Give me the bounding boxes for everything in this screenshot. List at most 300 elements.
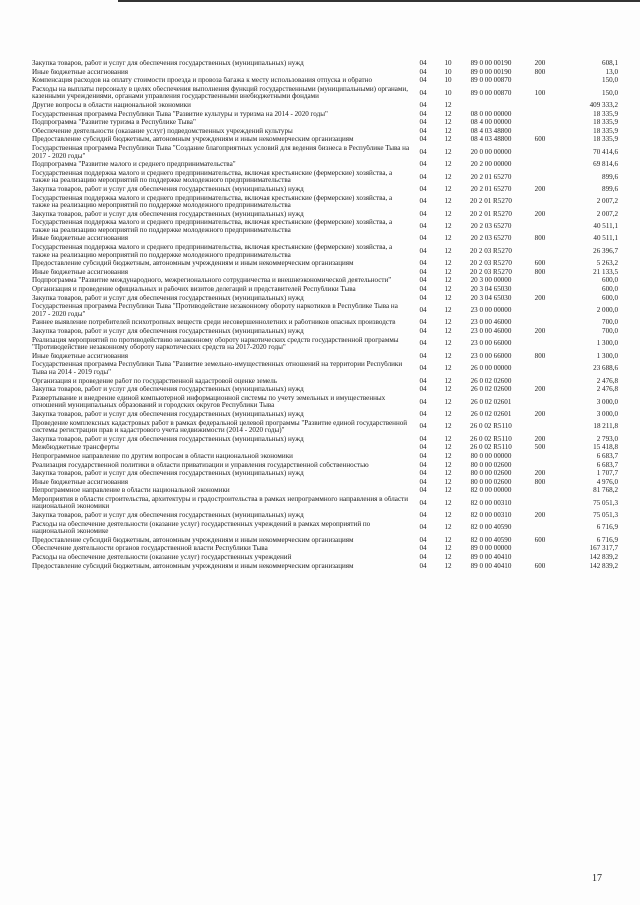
row-subsection: 12 [444,386,452,394]
row-expense-type: 200 [534,386,546,394]
row-target-article: 82 0 00 00310 [470,512,512,520]
row-target-article: 20 2 03 R5270 [470,246,512,255]
row-subsection: 12 [444,536,452,544]
row-section: 04 [419,235,427,243]
row-subsection: 12 [444,364,452,373]
row-name: Государственная программа Республики Тыва "Создание благоприятных условий для ведения бизнеса в Республике Тыва на 2017 - 2020 годы" [32,144,410,160]
row-name: Государственная поддержка малого и среднего предпринимательства, включая крестьянские (фермерские) хозяйства, а также на реализацию мероприятий по поддержке молодежного предпринимательства [32,169,393,185]
row-section: 04 [419,410,427,418]
table-row [32,386,618,395]
row-amount: 600,0 [602,286,618,294]
row-name: Подпрограмма "Развитие международного, межрегионального сотрудничества и внешнеэкономической деятельности" [32,277,392,285]
row-target-article: 26 0 02 R5110 [470,435,512,443]
row-expense-type: 200 [534,410,546,418]
row-subsection: 10 [444,68,452,76]
row-section: 04 [419,487,427,495]
row-subsection: 12 [444,452,452,460]
row-amount: 2 000,0 [596,306,618,315]
row-expense-type [522,319,558,328]
row-name: Реализация государственной политики в области приватизации и управления государственной собственностью [32,461,369,469]
row-name: Мероприятия в области строительства, архитектуры и градостроительства в рамках непрограммного направления в области национальной экономики [32,495,408,511]
row-name: Иные бюджетные ассигнования [32,268,129,276]
row-name: Подпрограмма "Развитие малого и среднего предпринимательства" [32,161,236,169]
table-row [32,537,618,546]
row-name: Закупка товаров, работ и услуг для обеспечения государственных (муниципальных) нужд [32,512,304,520]
row-subsection: 12 [444,397,452,406]
table-row [32,361,618,377]
row-name: Другие вопросы в области национальной экономики [32,101,191,109]
table-row [32,60,618,69]
row-subsection: 12 [444,461,452,469]
row-name: Иные бюджетные ассигнования [32,68,129,76]
table-row [32,269,618,278]
row-section: 04 [419,172,427,181]
row-expense-type: 200 [534,185,546,193]
row-name: Предоставление субсидий бюджетным, автономным учреждениям и иным некоммерческим организациям [32,260,354,268]
row-amount: 142 839,2 [589,562,618,570]
row-section: 04 [419,536,427,544]
row-section: 04 [419,386,427,394]
row-subsection: 10 [444,88,452,97]
row-section: 04 [419,222,427,231]
row-target-article: 20 2 03 65270 [470,235,512,243]
table-row [32,411,618,420]
row-target-article: 80 0 00 02600 [470,461,512,469]
row-expense-type [522,119,558,128]
table-row [32,436,618,445]
row-subsection: 10 [444,60,452,67]
row-expense-type: 600 [534,136,546,144]
row-section: 04 [419,210,427,218]
row-target-article: 20 3 04 65030 [470,286,512,294]
row-expense-type: 600 [534,260,546,268]
table-row [32,77,618,86]
row-target-article: 89 0 00 00190 [470,60,512,67]
page-number: 17 [592,873,602,884]
row-amount: 81 768,2 [593,487,618,495]
row-name: Раннее выявление потребителей психотропных веществ среди несовершеннолетних и работников опасных производств [32,319,396,327]
table-row [32,111,618,120]
row-section: 04 [419,161,427,169]
row-amount: 2 007,2 [596,197,618,206]
row-target-article: 26 0 02 02601 [470,410,512,418]
row-subsection: 12 [444,328,452,335]
row-expense-type [522,337,558,353]
table-row [32,119,618,128]
row-name: Закупка товаров, работ и услуг для обеспечения государственных (муниципальных) нужд [32,185,304,193]
row-amount: 167 317,7 [589,545,618,553]
row-subsection: 12 [444,478,452,486]
row-expense-type [522,378,558,387]
row-subsection: 12 [444,210,452,218]
row-expense-type [522,496,558,512]
row-target-article: 26 0 02 02600 [470,377,512,385]
row-subsection: 12 [444,294,452,302]
table-row [32,319,618,328]
row-target-article: 08 4 03 48800 [470,136,512,144]
row-expense-type [522,303,558,319]
row-section: 04 [419,110,427,118]
row-subsection: 12 [444,147,452,156]
row-amount: 6 716,9 [596,523,618,532]
row-name: Закупка товаров, работ и услуг для обеспечения государственных (муниципальных) нужд [32,60,304,67]
row-target-article: 80 0 00 00000 [470,452,512,460]
row-name: Государственная программа Республики Тыва "Развитие культуры и туризма на 2014 - 2020 годы" [32,110,328,118]
row-target-article: 80 0 00 02600 [470,470,512,478]
table-row [32,337,618,353]
table-row [32,303,618,319]
row-section: 04 [419,246,427,255]
row-name: Закупка товаров, работ и услуг для обеспечения государственных (муниципальных) нужд [32,470,304,478]
row-target-article: 20 2 03 R5270 [470,268,512,276]
row-expense-type: 800 [534,235,546,243]
row-section: 04 [419,68,427,76]
row-subsection: 12 [444,222,452,231]
row-target-article: 20 2 00 00000 [470,161,512,169]
table-row [32,277,618,286]
table-row [32,328,618,337]
table-row [32,462,618,471]
row-section: 04 [419,470,427,478]
row-subsection: 12 [444,545,452,553]
row-target-article: 23 0 00 66000 [470,339,512,348]
row-amount: 23 688,6 [593,364,618,373]
row-name: Государственная поддержка малого и среднего предпринимательства, включая крестьянские (фермерские) хозяйства, а также на реализацию мероприятий по поддержке молодежного предпринимательства [32,194,393,210]
row-target-article: 89 0 00 40410 [470,562,512,570]
row-subsection: 12 [444,352,452,360]
row-expense-type: 200 [534,470,546,478]
row-target-article: 26 0 00 00000 [470,364,512,373]
row-amount: 6 683,7 [596,452,618,460]
row-expense-type: 800 [534,68,546,76]
row-name: Предоставление субсидий бюджетным, автономным учреждениям и иным некоммерческим организациям [32,562,354,570]
row-name: Государственная программа Республики Тыва "Развитие земельно-имущественных отношений на территории Республики Тыва на 2014 - 2019 годы" [32,361,403,376]
row-subsection: 12 [444,277,452,285]
row-subsection: 12 [444,444,452,452]
row-expense-type: 800 [534,268,546,276]
row-amount: 18 335,9 [593,110,618,118]
row-target-article: 80 0 00 02600 [470,478,512,486]
row-subsection: 12 [444,512,452,520]
row-amount: 899,6 [602,185,618,193]
row-subsection: 12 [444,306,452,315]
row-section: 04 [419,147,427,156]
row-section: 04 [419,268,427,276]
row-name: Иные бюджетные ассигнования [32,352,129,360]
row-expense-type [522,487,558,496]
row-section: 04 [419,435,427,443]
row-expense-type: 800 [534,478,546,486]
row-section: 04 [419,294,427,302]
row-expense-type: 200 [534,328,546,335]
row-section: 04 [419,260,427,268]
row-section: 04 [419,422,427,431]
row-subsection: 12 [444,101,452,109]
row-name: Государственная поддержка малого и среднего предпринимательства, включая крестьянские (фермерские) хозяйства, а также на реализацию мероприятий по поддержке молодежного предпринимательства [32,219,393,234]
row-amount: 6 683,7 [596,461,618,469]
row-name: Государственная поддержка малого и среднего предпринимательства, включая крестьянские (фермерские) хозяйства, а также на реализацию мероприятий по поддержке молодежного предпринимательства [32,244,393,259]
table-row [32,512,618,521]
row-name: Обеспечение деятельности (оказание услуг) подведомственных учреждений культуры [32,127,293,135]
row-section: 04 [419,119,427,127]
row-expense-type: 200 [534,60,546,67]
row-target-article: 89 0 00 00190 [470,68,512,76]
row-section: 04 [419,545,427,553]
row-name: Расходы на выплаты персоналу в целях обеспечения выполнения функций государственными (муниципальными) органами, казенными учреждениями, органами управления государственными внебюджетными фондами [32,85,408,101]
row-expense-type: 200 [534,294,546,302]
row-amount: 21 133,5 [593,268,618,276]
row-target-article: 23 0 00 46000 [470,328,512,335]
row-amount: 3 000,0 [596,397,618,406]
row-expense-type [522,521,558,537]
row-amount: 899,6 [602,172,618,181]
table-row [32,170,618,186]
row-expense-type [522,128,558,137]
row-expense-type [522,361,558,377]
table-row [32,128,618,137]
table-row [32,260,618,269]
row-section: 04 [419,136,427,144]
row-amount: 3 000,0 [596,410,618,418]
row-subsection: 12 [444,339,452,348]
row-subsection: 12 [444,422,452,431]
row-amount: 18 211,8 [593,422,618,431]
row-subsection: 12 [444,286,452,294]
row-subsection: 12 [444,498,452,507]
table-row [32,453,618,462]
row-expense-type [522,453,558,462]
row-name: Обеспечение деятельности органов государственной власти Республики Тыва [32,545,268,553]
row-target-article: 20 2 01 R5270 [470,210,512,218]
table-row [32,286,618,295]
row-subsection: 12 [444,562,452,570]
row-amount: 6 716,9 [596,536,618,544]
row-amount: 75 051,3 [593,512,618,520]
row-name: Иные бюджетные ассигнования [32,235,129,243]
row-name: Подпрограмма "Развитие туризма в Республике Тыва" [32,119,196,127]
table-row [32,69,618,78]
row-subsection: 12 [444,172,452,181]
row-target-article: 20 2 01 65270 [470,172,512,181]
table-row [32,86,618,102]
row-amount: 40 511,1 [593,235,618,243]
row-subsection: 12 [444,260,452,268]
row-expense-type [522,77,558,86]
table-row [32,487,618,496]
row-amount: 1 300,0 [596,352,618,360]
row-target-article: 20 2 03 R5270 [470,260,512,268]
row-target-article: 23 0 00 00000 [470,306,512,315]
row-amount: 18 335,9 [593,119,618,127]
row-subsection: 12 [444,161,452,169]
row-subsection: 12 [444,377,452,385]
row-expense-type: 800 [534,352,546,360]
row-amount: 2 793,0 [596,435,618,443]
row-section: 04 [419,319,427,327]
row-subsection: 12 [444,119,452,127]
row-expense-type [522,102,558,111]
row-section: 04 [419,197,427,206]
budget-table-body [32,60,618,571]
row-section: 04 [419,444,427,452]
row-target-article: 26 0 02 R5110 [470,444,512,452]
row-expense-type [522,170,558,186]
row-name: Закупка товаров, работ и услуг для обеспечения государственных (муниципальных) нужд [32,386,304,394]
row-amount: 2 476,8 [596,386,618,394]
row-name: Непрограммное направление в области национальной экономики [32,487,230,495]
table-row [32,496,618,512]
row-expense-type [522,420,558,436]
budget-table [32,60,618,571]
row-name: Расходы на обеспечение деятельности (оказание услуг) государственных учреждений [32,554,292,562]
table-row [32,244,618,260]
row-expense-type [522,462,558,471]
row-amount: 409 333,2 [589,101,618,109]
row-target-article: 26 0 02 R5110 [470,422,512,431]
row-target-article: 89 0 00 00870 [470,77,512,85]
row-amount: 69 814,6 [593,161,618,169]
row-expense-type: 600 [534,562,546,570]
table-row [32,563,618,572]
row-section: 04 [419,512,427,520]
row-name: Непрограммное направление по другим вопросам в области национальной экономики [32,452,293,460]
table-row [32,295,618,304]
row-target-article: 26 0 02 02600 [470,386,512,394]
row-name: Компенсация расходов на оплату стоимости проезда и провоза багажа к месту использования отпуска и обратно [32,77,372,85]
table-row [32,395,618,411]
row-target-article: 20 2 03 65270 [470,222,512,231]
row-name: Межбюджетные трансферты [32,444,119,452]
row-name: Иные бюджетные ассигнования [32,478,129,486]
row-section: 04 [419,60,427,67]
table-row [32,420,618,436]
row-section: 04 [419,377,427,385]
row-expense-type [522,145,558,161]
row-amount: 150,0 [602,77,618,85]
row-amount: 600,0 [602,294,618,302]
row-target-article: 82 0 00 00310 [470,498,512,507]
row-section: 04 [419,277,427,285]
row-section: 04 [419,478,427,486]
row-amount: 40 511,1 [593,222,618,231]
row-section: 04 [419,185,427,193]
row-expense-type: 200 [534,210,546,218]
row-target-article: 82 0 00 00000 [470,487,512,495]
row-target-article: 20 3 04 65030 [470,294,512,302]
row-expense-type [522,195,558,211]
row-amount: 26 396,7 [593,246,618,255]
row-expense-type [522,219,558,235]
row-section: 04 [419,127,427,135]
row-subsection: 12 [444,268,452,276]
row-amount: 2 476,8 [596,377,618,385]
row-expense-type: 200 [534,512,546,520]
row-expense-type: 100 [534,88,546,97]
row-section: 04 [419,286,427,294]
table-row [32,479,618,488]
row-amount: 150,0 [602,88,618,97]
row-target-article: 89 0 00 00000 [470,545,512,553]
table-row [32,378,618,387]
row-name: Проведение комплексных кадастровых работ в рамках федеральной целевой программы "Развитие единой государственной системы регистрации прав и кадастрового учета недвижимости (2014 - 2020 годы)" [32,419,408,435]
row-section: 04 [419,523,427,532]
row-amount: 700,0 [602,328,618,335]
table-row [32,195,618,211]
table-row [32,219,618,235]
table-row [32,136,618,145]
row-amount: 70 414,6 [593,147,618,156]
row-subsection: 12 [444,246,452,255]
row-name: Государственная программа Республики Тыва "Противодействие незаконному обороту наркотиков в Республике Тыва на 2017 - 2020 годы" [32,303,398,318]
row-name: Расходы на обеспечение деятельности (оказание услуг) государственных учреждений в рамках мероприятий по национальной экономике [32,520,371,536]
row-amount: 600,0 [602,277,618,285]
row-section: 04 [419,498,427,507]
row-subsection: 12 [444,435,452,443]
row-target-article: 08 4 03 48800 [470,127,512,135]
row-name: Организация и проведение работ по государственной кадастровой оценке земель [32,377,278,385]
table-row [32,102,618,111]
row-section: 04 [419,306,427,315]
row-amount: 700,0 [602,319,618,327]
row-expense-type [522,545,558,554]
row-expense-type [522,286,558,295]
row-amount: 142 839,2 [589,554,618,562]
table-row [32,161,618,170]
table-row [32,235,618,244]
row-target-article: 08 0 00 00000 [470,110,512,118]
row-name: Реализация мероприятий по противодействию незаконному обороту наркотических средств государственной программы "Противодействие незаконному обороту наркотических средств на 2017-2020 годы" [32,336,399,352]
row-subsection: 12 [444,470,452,478]
row-name: Развертывание и внедрение единой компьютерной информационной системы по учету земельных и имущественных отношений муниципальных образований и городских округов Республики Тыва [32,394,386,410]
row-section: 04 [419,77,427,85]
row-amount: 1 300,0 [596,339,618,348]
row-expense-type [522,161,558,170]
table-row [32,554,618,563]
row-subsection: 10 [444,77,452,85]
row-section: 04 [419,452,427,460]
row-target-article [460,102,522,111]
row-amount: 1 707,7 [596,470,618,478]
row-subsection: 12 [444,127,452,135]
row-amount: 15 418,8 [593,444,618,452]
table-row [32,353,618,362]
row-amount: 4 976,0 [596,478,618,486]
row-subsection: 12 [444,319,452,327]
table-row [32,444,618,453]
row-subsection: 12 [444,235,452,243]
row-section: 04 [419,352,427,360]
row-expense-type: 200 [534,435,546,443]
row-name: Закупка товаров, работ и услуг для обеспечения государственных (муниципальных) нужд [32,435,304,443]
row-target-article: 20 3 00 00000 [470,277,512,285]
row-name: Закупка товаров, работ и услуг для обеспечения государственных (муниципальных) нужд [32,410,304,418]
row-amount: 608,1 [602,60,618,67]
row-target-article: 20 2 01 65270 [470,185,512,193]
row-subsection: 12 [444,185,452,193]
row-section: 04 [419,461,427,469]
row-subsection: 12 [444,197,452,206]
row-subsection: 12 [444,554,452,562]
row-subsection: 12 [444,136,452,144]
table-row [32,521,618,537]
row-subsection: 12 [444,110,452,118]
row-expense-type [522,554,558,563]
row-subsection: 12 [444,523,452,532]
row-name: Закупка товаров, работ и услуг для обеспечения государственных (муниципальных) нужд [32,328,304,335]
row-amount: 18 335,9 [593,127,618,135]
row-section: 04 [419,397,427,406]
row-section: 04 [419,364,427,373]
